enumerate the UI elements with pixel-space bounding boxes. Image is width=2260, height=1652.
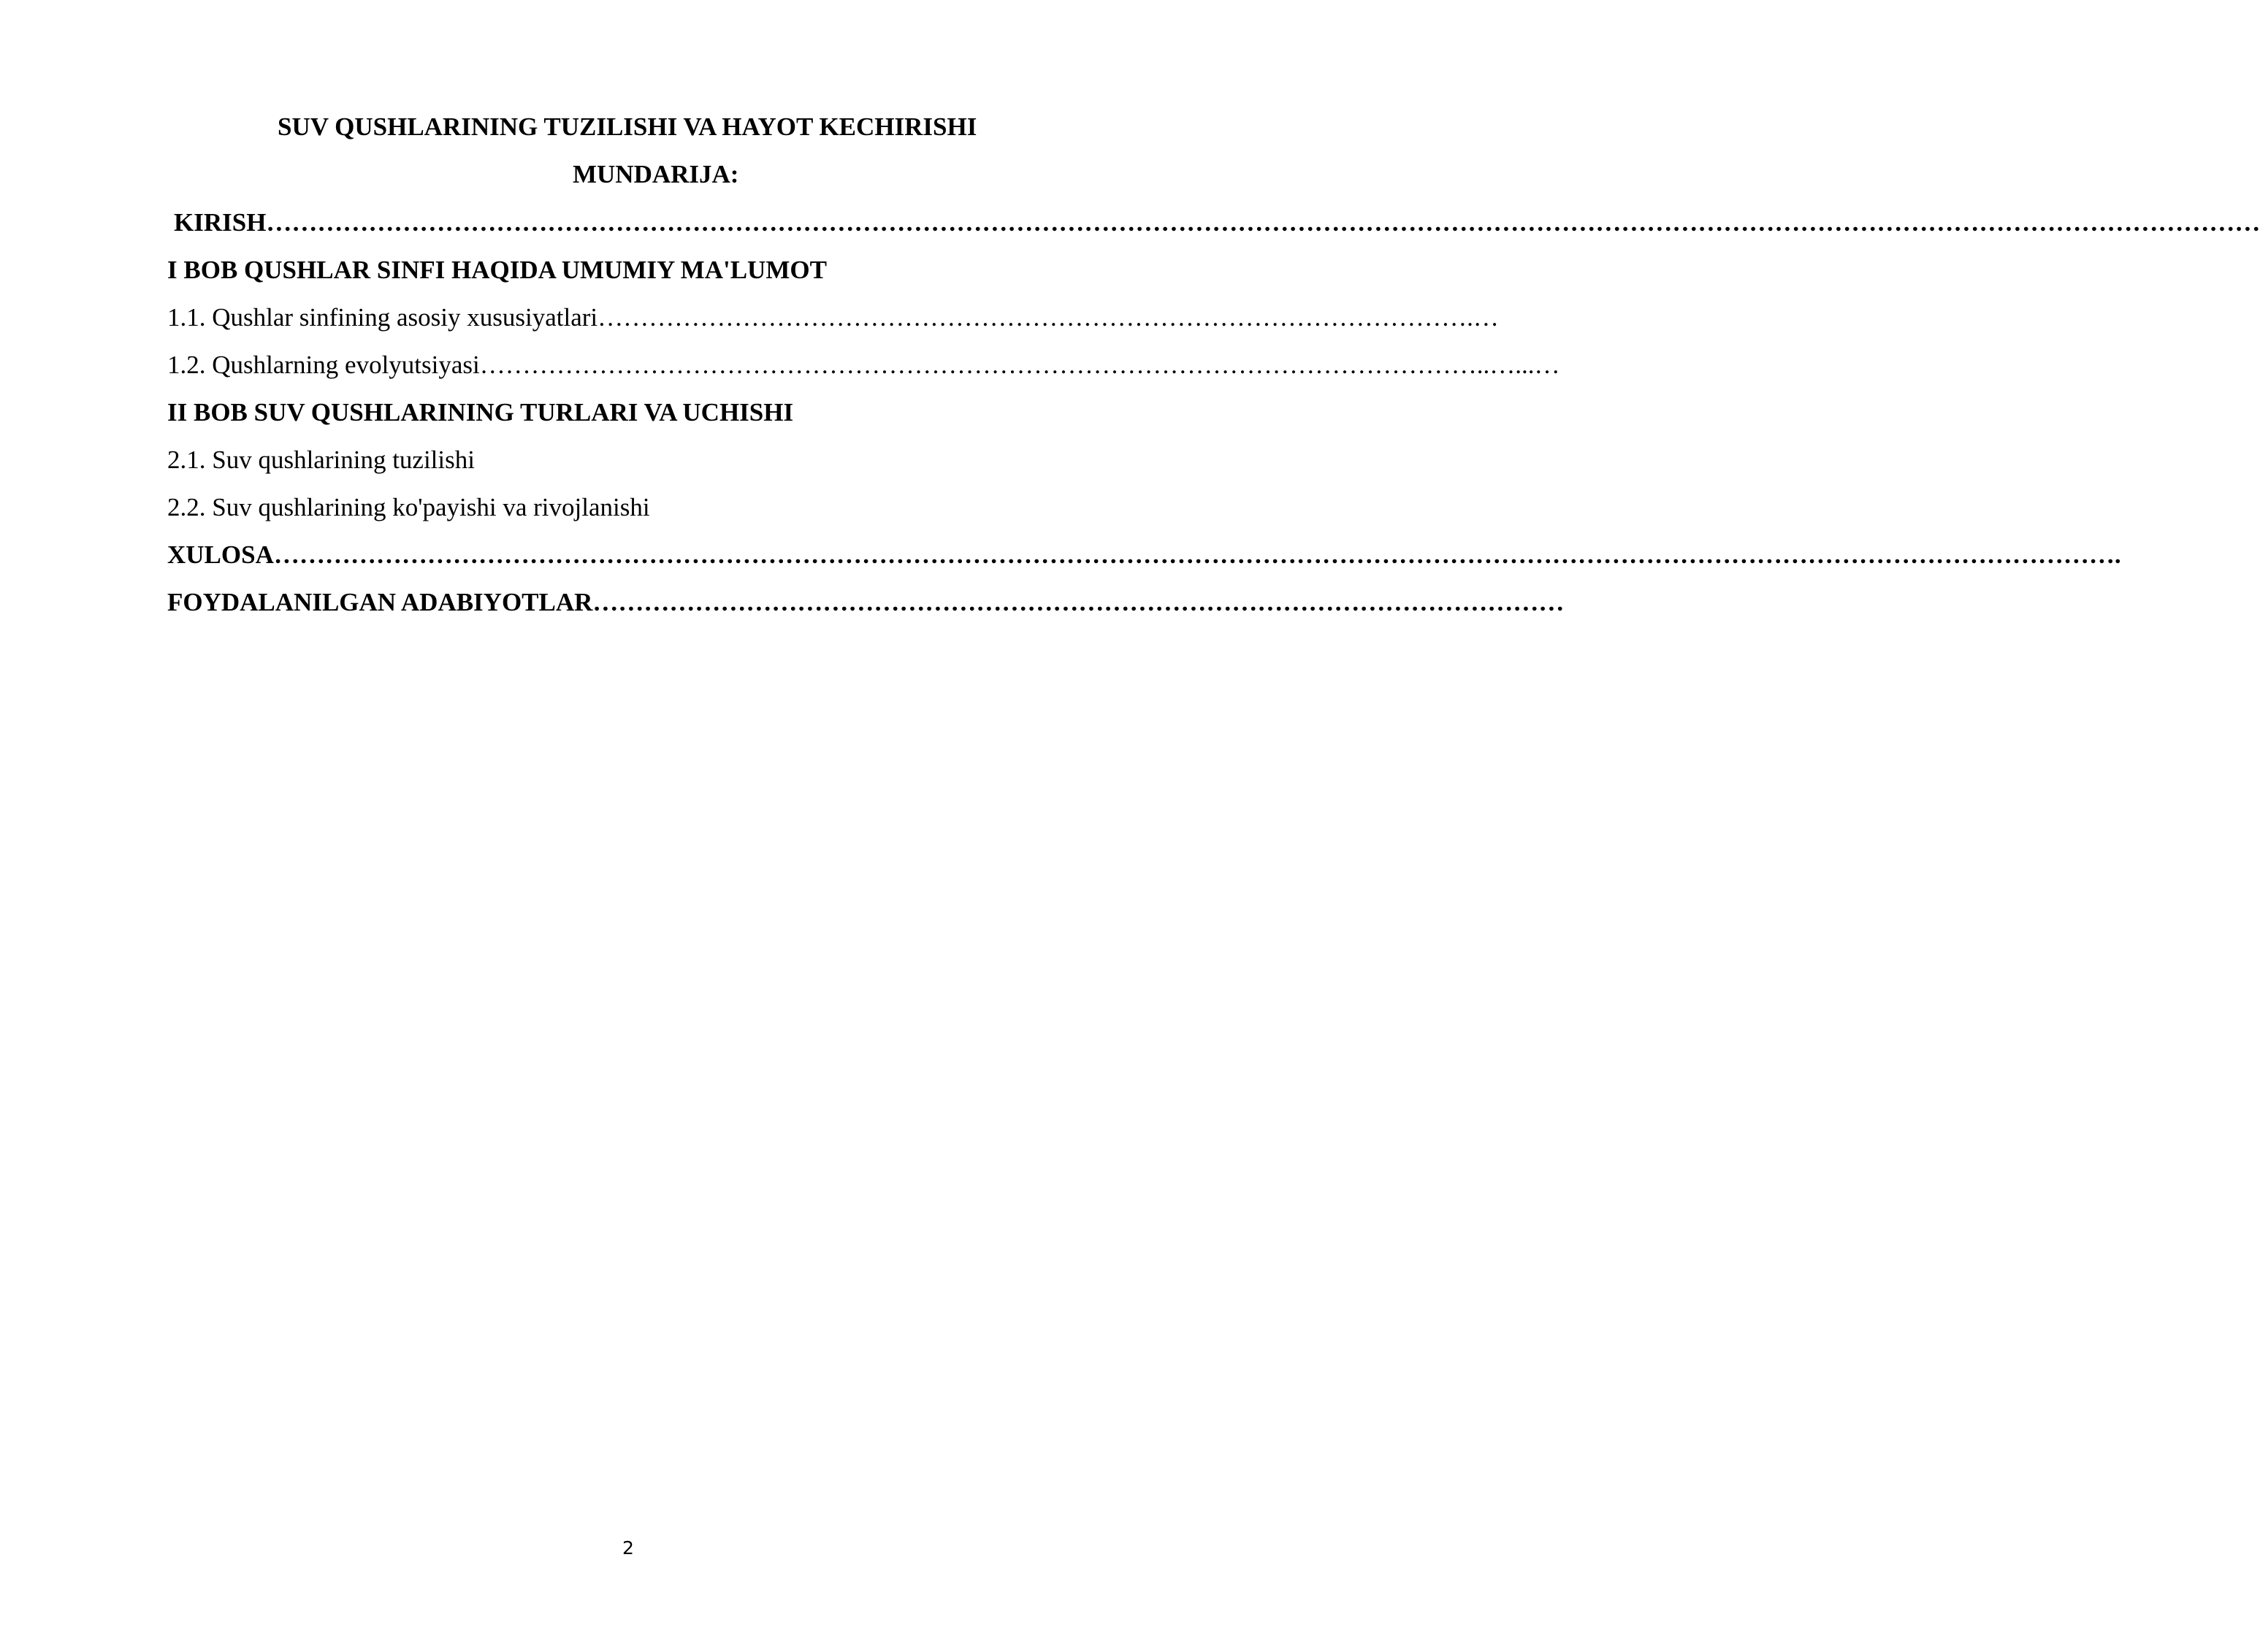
toc-section-1-2: 1.2. Qushlarning evolyutsiyasi………………………………………………………………………………………………………..…...…: [167, 351, 1560, 379]
toc-entry-references: FOYDALANILGAN ADABIYOTLAR……………………………………………………………………………………………………: [167, 588, 1565, 616]
toc-section-1-1: 1.1. Qushlar sinfining asosiy xususiyatlari………………………………………………………………………………………….…: [167, 303, 1499, 332]
toc-chapter-1: I BOB QUSHLAR SINFI HAQIDA UMUMIY MA'LUMOT: [167, 256, 827, 284]
toc-entry-xulosa: XULOSA……………………………………………………………………………………………………………………………………………………………………………………………….: [167, 540, 2121, 569]
toc-entry-kirish: KIRISH………………………………………………………………………………………………………………………………………………………………………………………………………………: [174, 208, 2260, 237]
document-title: SUV QUSHLARINING TUZILISHI VA HAYOT KECHIRISHI: [278, 112, 977, 141]
page-number: 2: [622, 1537, 634, 1559]
toc-section-2-1: 2.1. Suv qushlarining tuzilishi: [167, 445, 475, 474]
contents-heading: MUNDARIJA:: [573, 160, 739, 188]
toc-chapter-2: II BOB SUV QUSHLARINING TURLARI VA UCHISHI: [167, 398, 794, 427]
toc-section-2-2: 2.2. Suv qushlarining ko'payishi va rivojlanishi: [167, 493, 650, 521]
